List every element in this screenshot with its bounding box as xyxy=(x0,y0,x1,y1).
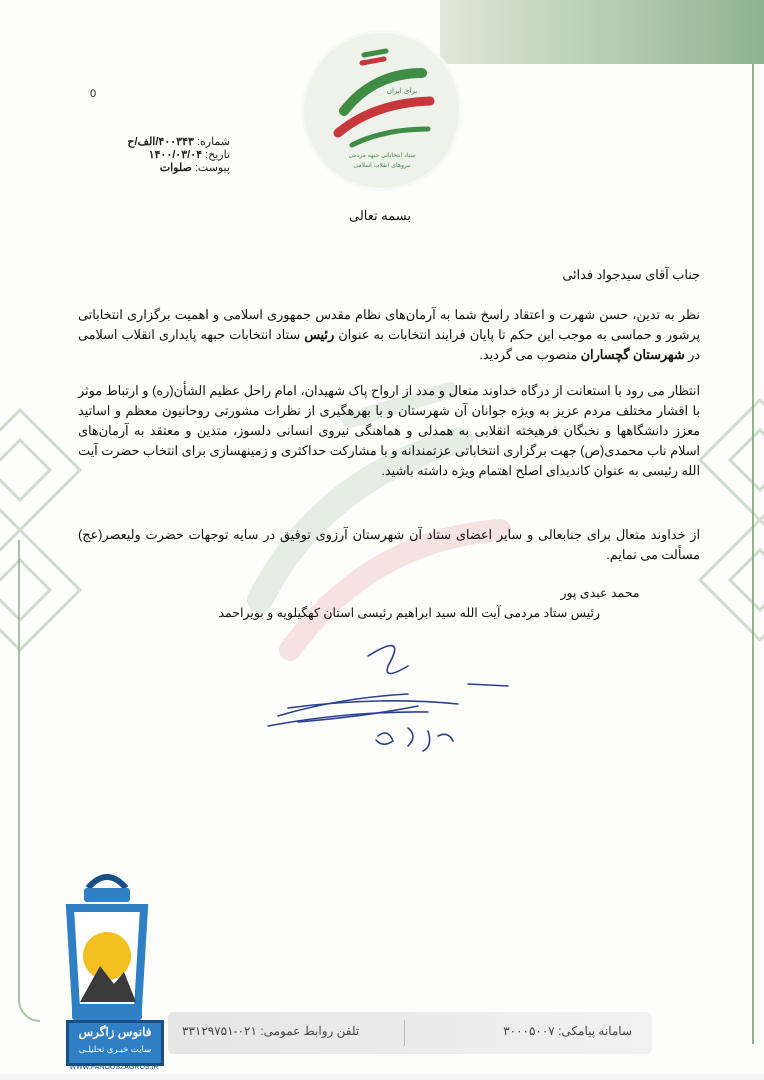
logo-line-2: ستاد انتخاباتی جبهه مردمی xyxy=(348,152,416,159)
right-ornament-icon xyxy=(690,390,764,650)
addressee: جناب آقای سیدجواد فدائی xyxy=(562,267,700,282)
number-label: شماره: xyxy=(196,136,230,148)
brand-name: فانوس زاگرس xyxy=(78,1025,152,1039)
attachment-label: پیوست: xyxy=(194,162,230,174)
signer-title: رئیس ستاد مردمی آیت الله سید ابراهیم رئیسی استان کهگیلویه و بویراحمد xyxy=(218,606,600,620)
footer-contact-bar xyxy=(168,1012,652,1054)
logo-line-3: نیروهای انقلاب اسلامی xyxy=(353,162,411,169)
attachment-value: صلوات xyxy=(159,162,192,174)
campaign-logo xyxy=(304,33,459,188)
p1-part-e: منصوب می گردید. xyxy=(479,347,578,362)
brand-url: WWW.FANOOSZAGROS.IR xyxy=(69,1064,159,1071)
footer-divider xyxy=(404,1020,405,1046)
date-label: تاریخ: xyxy=(205,149,230,161)
handwritten-signature-icon xyxy=(258,636,528,756)
number-value: ۴۰۰۳۴۳/الف/ح xyxy=(127,136,194,148)
left-ornament-icon xyxy=(0,400,90,660)
paragraph-appointment xyxy=(78,305,700,365)
letter-attachment-row xyxy=(100,162,230,175)
signer-name: محمد عبدی پور xyxy=(560,586,640,600)
letter-meta xyxy=(100,136,230,175)
date-value: ۱۴۰۰/۰۳/۰۴ xyxy=(148,149,202,161)
basmala-heading: بسمه تعالی xyxy=(349,208,411,223)
bottom-edge xyxy=(0,1074,764,1080)
footer-sms: سامانه پیامکی: ۳۰۰۰۵۰۰۷ xyxy=(503,1024,632,1038)
p1-part-a: نظر به تدین، حسن شهرت و اعتقاد راسخ شما به آرمان‌های نظام مقدس جمهوری اسلامی و اهمیت برگزاری انتخاباتی پرشور و حماسی به موجب این حکم تا پایان فرایند انتخابات به عنوان xyxy=(78,307,701,342)
letter-date-row xyxy=(100,149,230,162)
brand-subtitle: سایت خبـری تحلیلـی xyxy=(78,1044,152,1054)
p1-county: شهرستان گچساران xyxy=(580,347,685,362)
p1-role: رئیس xyxy=(304,327,335,342)
lantern-logo-icon xyxy=(58,868,156,1024)
paragraph-closing: از خداوند متعال برای جنابعالی و سایر اعضای ستاد آن شهرستان آرزوی توفیق در سایه توجهات حضرت ولیعصر(عج) مسألت می نمایم. xyxy=(78,527,700,562)
header-green-band xyxy=(440,0,764,64)
footer-phone: تلفن روابط عمومی: ۰۲۱-۳۳۱۲۹۷۵۱ xyxy=(182,1024,360,1038)
letter-number-row xyxy=(100,136,230,149)
p1-part-c: ستاد انتخابات جبهه پایداری انقلاب اسلامی در xyxy=(78,327,700,362)
paragraph-expectations: انتظار می رود با استعانت از درگاه خداوند متعال و مدد از ارواح پاک شهیدان، امام راحل عظیم الشأن(ره) و ارتباط موثر با اقشار مختلف مردم عزیز به ویژه جوانان آن شهرستان و با بهرهگیری از نظرات مشورتی روحانیون معظم و اساتید معزز دانشگاهها و نخبگان فرهیخته انقلابی به همدلی و هماهنگی نیروی انسانی دلسوز، متدین و معتقد به آرمان‌های اسلام ناب محمدی(ص) جهت برگزاری انتخاباتی عزتمندانه و با مشارکت حداکثری و زمینهسازی برای انتخاب حضرت آیت الله رئیسی به عنوان کاندیدای اصلح اهتمام ویژه داشته باشید. xyxy=(78,383,700,478)
brand-box xyxy=(66,1020,164,1066)
logo-line-1: برای ایران xyxy=(386,87,418,95)
logo-emblem-icon xyxy=(304,33,459,188)
page-number: 0 xyxy=(90,88,97,100)
